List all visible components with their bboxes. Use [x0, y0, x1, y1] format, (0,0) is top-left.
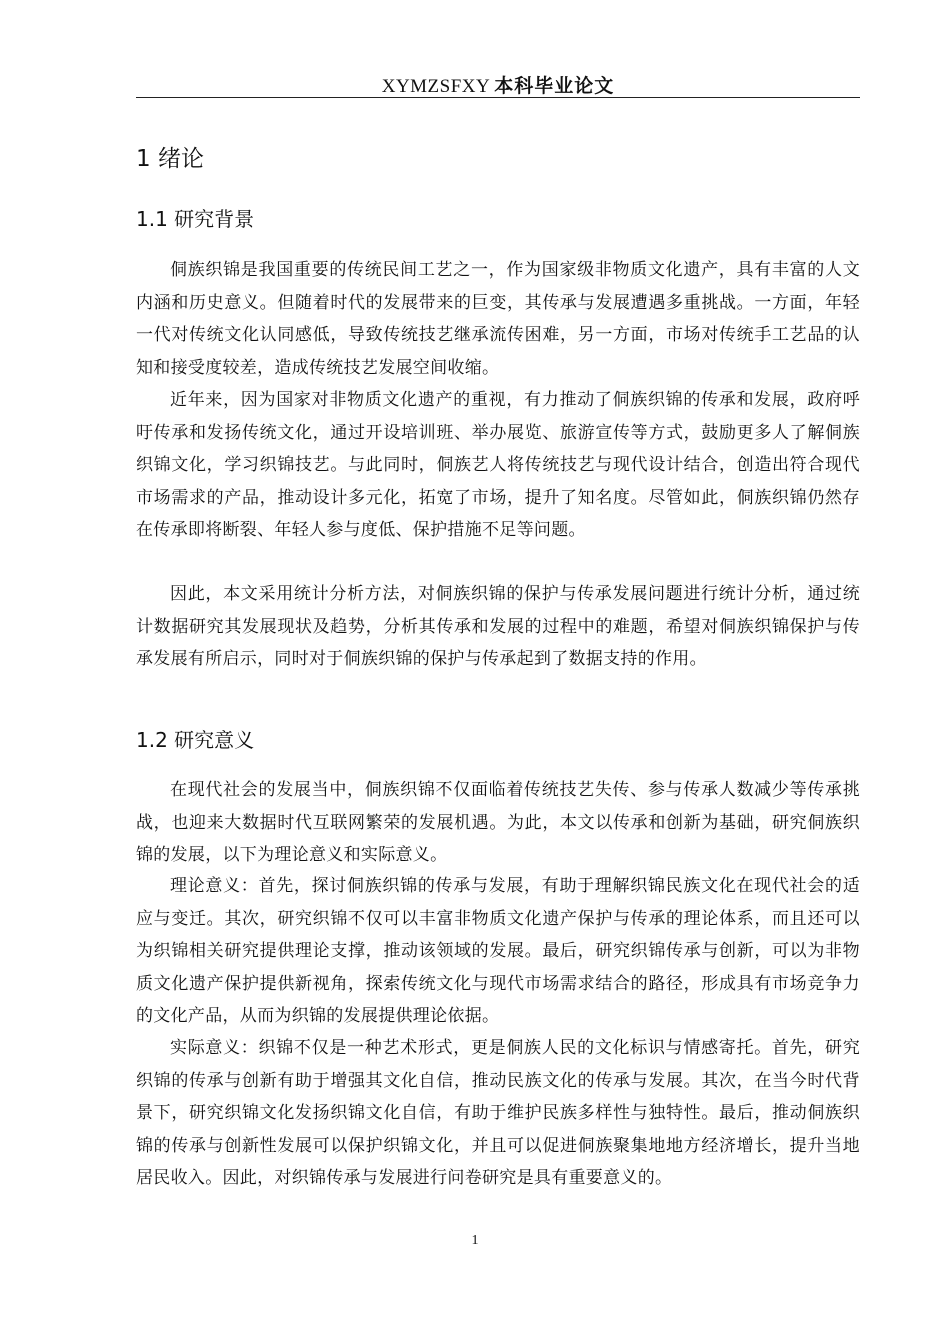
header-title: 本科毕业论文 [494, 75, 615, 97]
significance-paragraph-2: 理论意义：首先，探讨侗族织锦的传承与发展，有助于理解织锦民族文化在现代社会的适应与变迁。其次，研究织锦不仅可以丰富非物质文化遗产保护与传承的理论体系，而且还可以为织锦相关研究提供理论支撑，推动该领域的发展。最后，研究织锦传承与创新，可以为非物质文化遗产保护提供新视角，探索传统文化与现代市场需求结合的路径，形成具有市场竞争力的文化产品，从而为织锦的发展提供理论依据。 [136, 876, 860, 1026]
section-heading-background: 1.1 研究背景 [136, 207, 255, 231]
header-divider [136, 97, 860, 98]
section-heading-significance: 1.2 研究意义 [136, 728, 255, 752]
header-code: XYMZSFXY [381, 76, 491, 97]
page-header [136, 72, 860, 100]
background-paragraph-2: 近年来，因为国家对非物质文化遗产的重视，有力推动了侗族织锦的传承和发展，政府呼吁传承和发扬传统文化，通过开设培训班、举办展览、旅游宣传等方式，鼓励更多人了解侗族织锦文化，学习织锦技艺。与此同时，侗族艺人将传统技艺与现代设计结合，创造出符合现代市场需求的产品，推动设计多元化，拓宽了市场，提升了知名度。尽管如此，侗族织锦仍然存在传承即将断裂、年轻人参与度低、保护措施不足等问题。 [136, 390, 860, 540]
chapter-heading: 1 绪论 [136, 146, 204, 172]
background-paragraph-1: 侗族织锦是我国重要的传统民间工艺之一，作为国家级非物质文化遗产，具有丰富的人文内涵和历史意义。但随着时代的发展带来的巨变，其传承与发展遭遇多重挑战。一方面，年轻一代对传统文化认同感低，导致传统技艺继承流传困难，另一方面，市场对传统手工艺品的认知和接受度较差，造成传统技艺发展空间收缩。 [136, 260, 860, 378]
significance-paragraph-3: 实际意义：织锦不仅是一种艺术形式，更是侗族人民的文化标识与情感寄托。首先，研究织锦的传承与创新有助于增强其文化自信，推动民族文化的传承与发展。其次，在当今时代背景下，研究织锦文化发扬织锦文化自信，有助于维护民族多样性与独特性。最后，推动侗族织锦的传承与创新性发展可以保护织锦文化，并且可以促进侗族聚集地地方经济增长，提升当地居民收入。因此，对织锦传承与发展进行问卷研究是具有重要意义的。 [136, 1038, 860, 1188]
background-paragraph-3: 因此，本文采用统计分析方法，对侗族织锦的保护与传承发展问题进行统计分析，通过统计数据研究其发展现状及趋势，分析其传承和发展的过程中的难题，希望对侗族织锦保护与传承发展有所启示，同时对于侗族织锦的保护与传承起到了数据支持的作用。 [136, 584, 860, 669]
significance-paragraph-1: 在现代社会的发展当中，侗族织锦不仅面临着传统技艺失传、参与传承人数减少等传承挑战，也迎来大数据时代互联网繁荣的发展机遇。为此，本文以传承和创新为基础，研究侗族织锦的发展，以下为理论意义和实际意义。 [136, 780, 860, 865]
page-number: 1 [471, 1233, 479, 1248]
